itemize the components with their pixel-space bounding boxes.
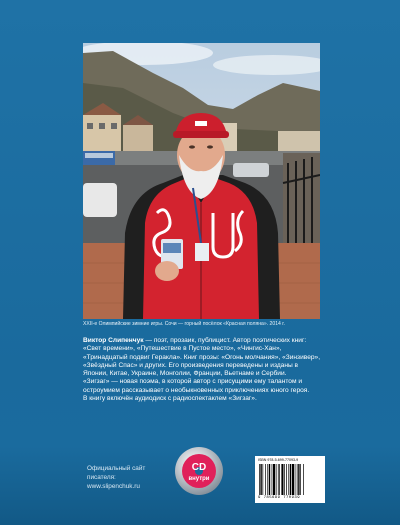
cd-badge — [174, 446, 224, 496]
ean-text: 9 785699 770939 — [258, 496, 301, 500]
barcode — [255, 456, 325, 503]
official-site-label-2: писателя: — [87, 474, 116, 481]
official-site-block — [87, 464, 177, 491]
author-name: Виктор Слипенчук — [83, 337, 144, 344]
author-photo — [83, 43, 320, 319]
cd-subtitle: внутри — [188, 476, 210, 482]
cd-disc-icon — [174, 446, 224, 496]
bio-paragraph-1-text: — поэт, прозаик, публицист. Автор поэтических книг: «Свет времени», «Путешествие в Пустое место», «Чингис-Хан», «Тринадцатый подвиг Геракла». Книг прозы: «Огонь молчания», «Зинзивер», «Звёздный Спас» и других. Его произведения переведены и изданы в Японии, Китае, Украине, Монголии, Франции, Вьетнаме и Сербии. — [83, 337, 321, 378]
photo-caption: XXII-е Олимпийские зимние игры. Сочи — горный посёлок «Красная поляна». 2014 г. — [83, 321, 285, 327]
official-site-label: Официальный сайт — [87, 465, 146, 472]
author-bio — [83, 337, 323, 403]
official-site-url[interactable]: www.slipenchuk.ru — [87, 483, 140, 490]
isbn-text: ISBN 978-5-699-77093-9 — [258, 458, 299, 462]
cd-title: CD — [191, 462, 207, 473]
bio-paragraph-2: «Зигзаг» — новая поэма, в которой автор с присущими ему талантом и остроумием рассказывает о необыкновенных приключениях юного героя. — [83, 378, 310, 394]
barcode-bars — [259, 464, 321, 495]
bio-paragraph-3: В книгу включён аудиодиск с радиоспектаклем «Зигзаг». — [83, 395, 257, 403]
bio-paragraph-1 — [83, 337, 323, 378]
